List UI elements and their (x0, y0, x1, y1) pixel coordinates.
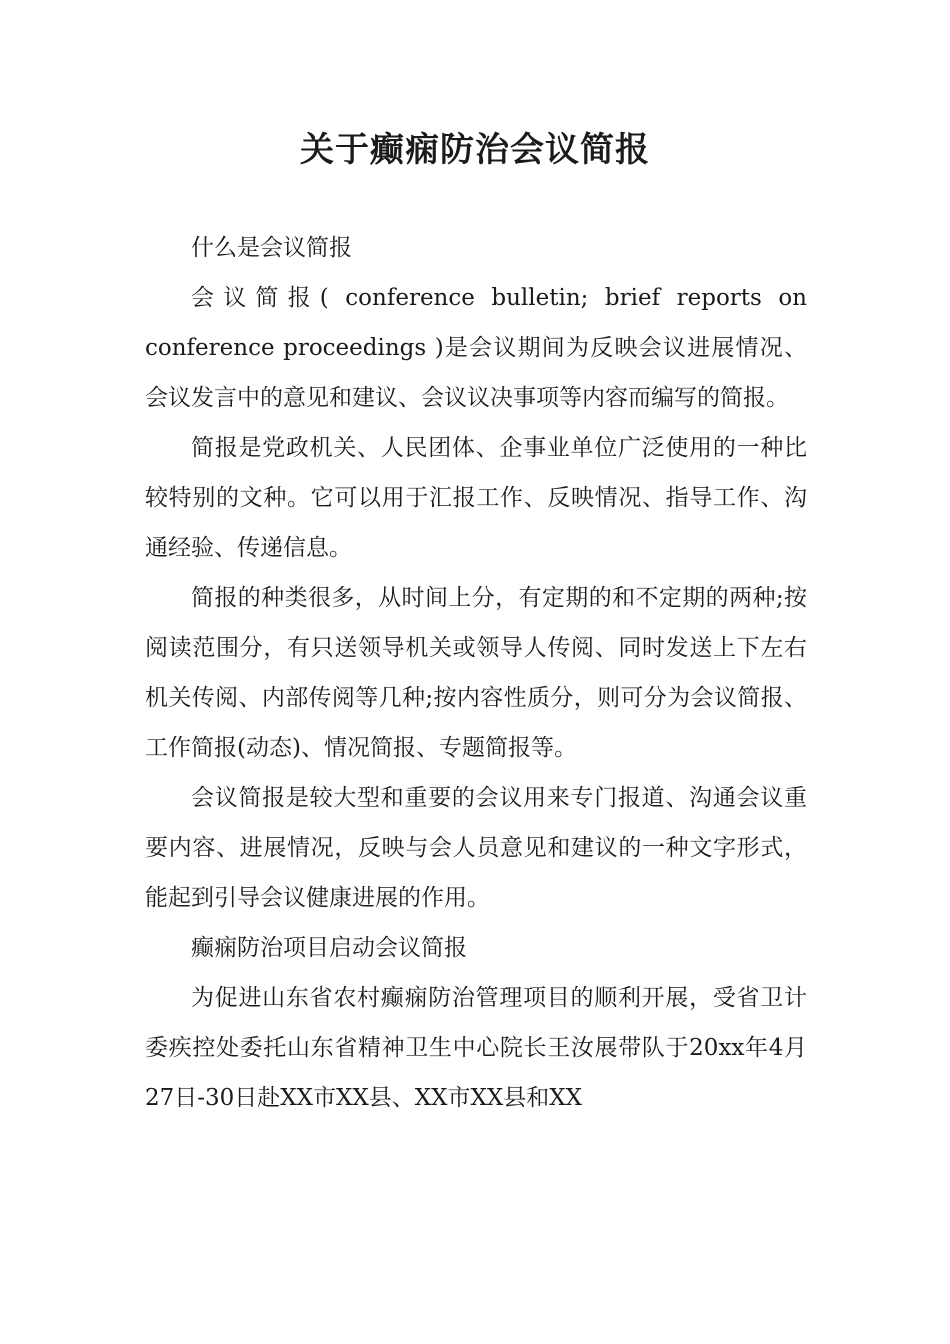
paragraph-meeting-briefing: 会议简报是较大型和重要的会议用来专门报道、沟通会议重要内容、进展情况，反映与会人员意见和建议的一种文字形式，能起到引导会议健康进展的作用。 (145, 785, 807, 911)
document-title: 关于癫痫防治会议简报 (300, 130, 650, 170)
paragraph-definition: 会议简报( conference bulletin; brief reports on conference proceedings )是会议期间为反映会议进展情况、会议发言中的意见和建议、会议议决事项等内容而编写的简报。 (145, 285, 807, 411)
paragraph-project-intro: 为促进山东省农村癫痫防治管理项目的顺利开展，受省卫计委疾控处委托山东省精神卫生中心院长王汝展带队于20xx年4月27日-30日赴XX市XX县、XX市XX县和XX (145, 985, 807, 1111)
paragraph-types: 简报的种类很多，从时间上分，有定期的和不定期的两种;按阅读范围分，有只送领导机关或领导人传阅、同时发送上下左右机关传阅、内部传阅等几种;按内容性质分，则可分为会议简报、工作简报(动态)、情况简报、专题简报等。 (145, 585, 807, 761)
section-heading-what-is-briefing: 什么是会议简报 (191, 235, 352, 261)
document-body (145, 223, 807, 1123)
section-heading-project-launch: 癫痫防治项目启动会议简报 (191, 935, 467, 961)
paragraph-usage: 简报是党政机关、人民团体、企事业单位广泛使用的一种比较特别的文种。它可以用于汇报工作、反映情况、指导工作、沟通经验、传递信息。 (145, 435, 807, 561)
